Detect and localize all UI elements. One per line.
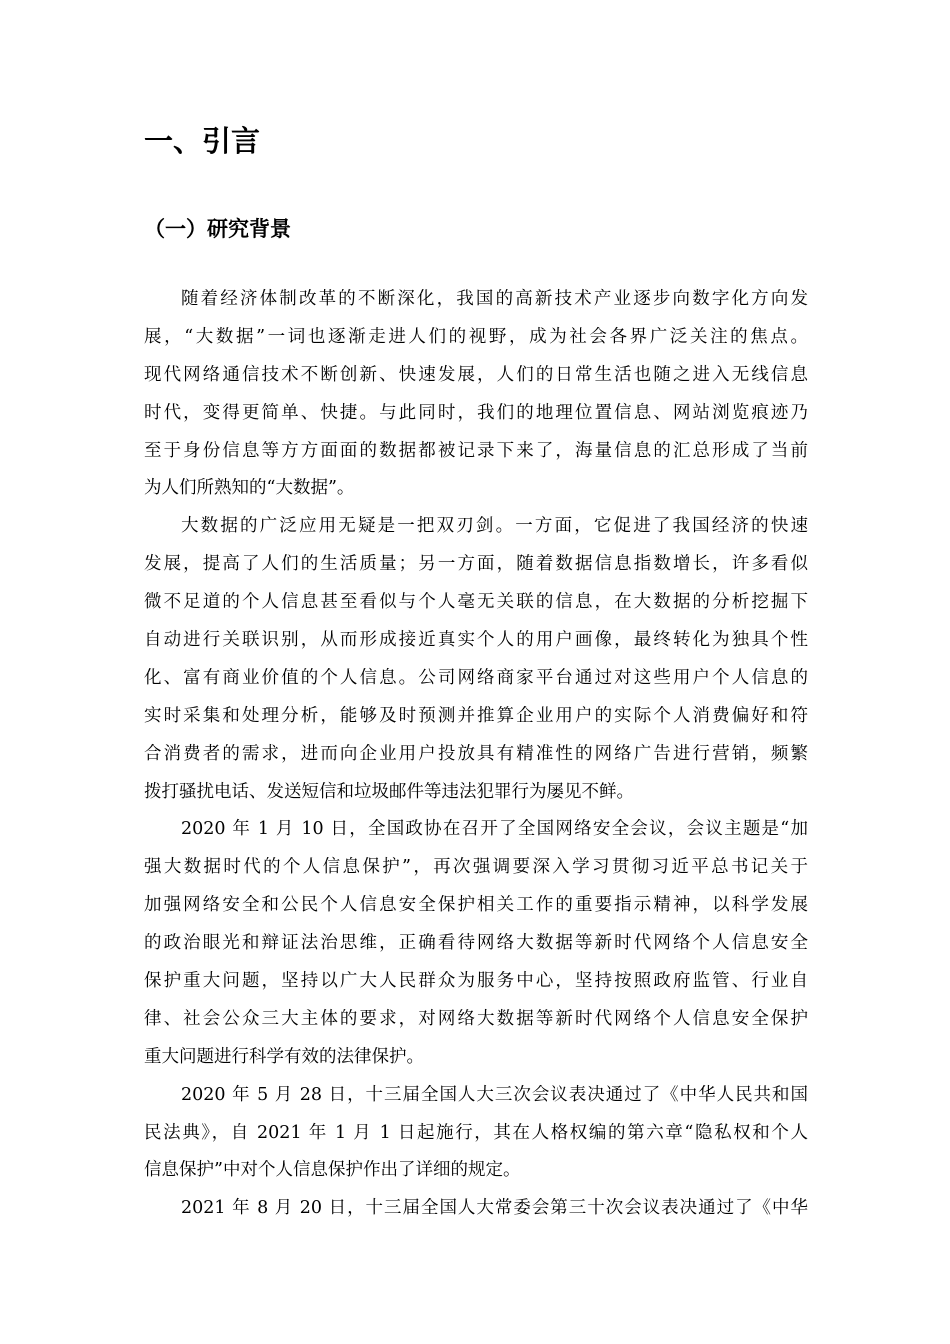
text-line: 强大数据时代的个人信息保护”，再次强调要深入学习贯彻习近平总书记关于 <box>144 857 808 878</box>
text-line: 发展，提高了人们的生活质量；另一方面，随着数据信息指数增长，许多看似 <box>144 554 808 575</box>
text-line: 拨打骚扰电话、发送短信和垃圾邮件等违法犯罪行为屡见不鲜。 <box>144 781 634 802</box>
text-line: 重大问题进行科学有效的法律保护。 <box>144 1046 424 1067</box>
text-line: 合消费者的需求，进而向企业用户投放具有精准性的网络广告进行营销，频繁 <box>144 743 808 764</box>
text-line: 随着经济体制改革的不断深化，我国的高新技术产业逐步向数字化方向发 <box>181 289 808 309</box>
text-line: 2021 年 8 月 20 日，十三届全国人大常委会第三十次会议表决通过了《中华 <box>181 1198 808 1219</box>
text-line: 化、富有商业价值的个人信息。公司网络商家平台通过对这些用户个人信息的 <box>144 667 808 688</box>
body-text <box>144 281 808 1228</box>
text-line: 律、社会公众三大主体的要求，对网络大数据等新时代网络个人信息安全保护 <box>144 1008 808 1029</box>
paragraph <box>144 508 808 811</box>
text-line: 实时采集和处理分析，能够及时预测并推算企业用户的实际个人消费偏好和符 <box>144 705 808 726</box>
text-line: 信息保护”中对个人信息保护作出了详细的规定。 <box>144 1160 521 1181</box>
text-line: 保护重大问题，坚持以广大人民群众为服务中心，坚持按照政府监管、行业自 <box>144 971 808 992</box>
text-line: 自动进行关联识别，从而形成接近真实个人的用户画像，最终转化为独具个性 <box>144 630 808 651</box>
text-line: 民法典》，自 2021 年 1 月 1 日起施行，其在人格权编的第六章“隐私权和个人 <box>144 1122 808 1143</box>
paragraph <box>144 1077 808 1191</box>
text-line: 至于身份信息等方方面面的数据都被记录下来了，海量信息的汇总形成了当前 <box>144 440 808 461</box>
text-line: 现代网络通信技术不断创新、快速发展，人们的日常生活也随之进入无线信息 <box>144 364 808 385</box>
text-line: 展，“大数据”一词也逐渐走进人们的视野，成为社会各界广泛关注的焦点。 <box>144 326 808 347</box>
section-heading: （一）研究背景 <box>144 217 291 241</box>
paragraph <box>144 1190 808 1228</box>
paragraph <box>144 281 808 508</box>
text-line: 的政治眼光和辩证法治思维，正确看待网络大数据等新时代网络个人信息安全 <box>144 933 808 954</box>
text-line: 2020 年 5 月 28 日，十三届全国人大三次会议表决通过了《中华人民共和国 <box>181 1084 808 1105</box>
text-line: 2020 年 1 月 10 日，全国政协在召开了全国网络安全会议，会议主题是“加 <box>181 819 808 840</box>
paragraph <box>144 811 808 1076</box>
text-line: 大数据的广泛应用无疑是一把双刃剑。一方面，它促进了我国经济的快速 <box>181 516 808 537</box>
text-line: 加强网络安全和公民个人信息安全保护相关工作的重要指示精神，以科学发展 <box>144 895 808 916</box>
text-line: 时代，变得更简单、快捷。与此同时，我们的地理位置信息、网站浏览痕迹乃 <box>144 402 808 423</box>
text-line: 为人们所熟知的“大数据”。 <box>144 478 355 499</box>
chapter-heading: 一、引言 <box>144 124 261 158</box>
text-line: 微不足道的个人信息甚至看似与个人毫无关联的信息，在大数据的分析挖掘下 <box>144 592 808 613</box>
